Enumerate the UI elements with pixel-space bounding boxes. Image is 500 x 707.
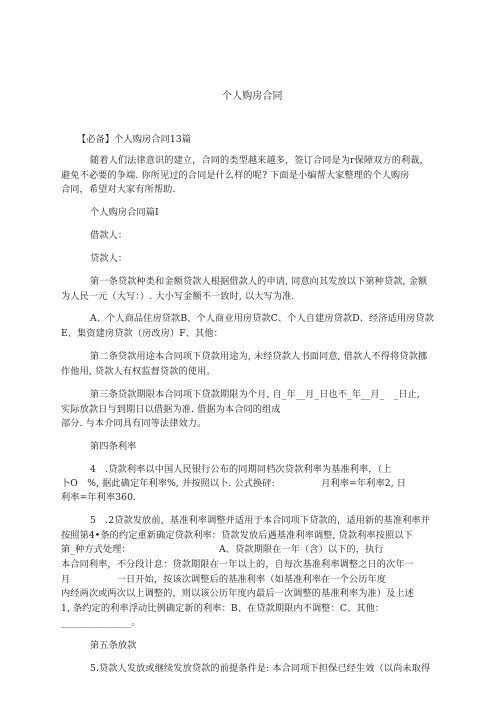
intro-line-3: 合同，希望对大家有所帮助.	[61, 184, 176, 195]
article4-p1-line-3: 利率=年利率360.	[61, 492, 137, 503]
article2-line-2: 作他用, 贷款人有权监督贷款的使用。	[61, 366, 216, 377]
article4-p2-line-8: _______________。	[61, 617, 141, 628]
article1-line-2: 为人民一元（大写：）. 大小写金额不一致时, 以大写为准.	[61, 291, 295, 302]
article5-line-1: 5.贷款人发放或继续发放贷款的前提条件是: 本合同项下担保已经生效（以尚未取得	[90, 663, 431, 674]
document-title: 个人购房合同	[222, 91, 283, 102]
section-heading: 个人购房合同篇I	[90, 207, 159, 218]
article4-p2-line-3: 第_种方式处理： A、贷款期限在一年（含）以下的，执行	[61, 544, 384, 555]
borrower-label: 借款人：	[90, 230, 128, 241]
article1-line-1: 第一条贷款种类和金额贷款人根据借款人的申请, 同意向其发放以下第种贷款, 金额	[90, 276, 428, 287]
article4-p2-line-7: 1, 条约定的利率浮动比例确定新的利率：B、在贷款期限内不调整：C、其他：	[61, 603, 385, 614]
article4-heading: 第四条利率	[90, 441, 137, 452]
article4-p1-line-1: 4 .贷款利率以中国人民银行公布的同期同档次贷款利率为基准利率，（上	[90, 464, 392, 475]
article2-line-1: 第二条贷款用途本合同项下贷款用途为, 未经贷款人书面同意, 借款人不得将贷款挪	[90, 351, 428, 362]
article1-line-3: A、个人商品住房贷款B、个人商业用房贷款C、个人自建房贷款D、经济适用房贷款	[90, 313, 434, 324]
article4-p2-line-1: 5 .2贷款发放前，基准利率调整并适用于本合同项下贷款的，适用新的基准利率并	[90, 515, 430, 526]
intro-line-1: 随着人们法律意识的建立，合同的类型越来越多，签订合同是为r保障双方的利裁，	[90, 155, 429, 166]
article5-heading: 第五条放款	[90, 640, 137, 651]
article3-line-1: 第三条贷款期限本合同项下贷款期限为个月, 自_年__月_日也不_年__月_ _日止,	[90, 389, 420, 400]
article3-line-2: 实际放款日与到期日以借据为准. 借据为本合同的组成	[61, 404, 281, 415]
article4-p1-line-2: 卜O %, 据此确定年利率%, 并按照以卜. 公式换砰: 月利率=年利率2, 日	[61, 478, 407, 489]
lender-label: 贷款人：	[90, 253, 128, 264]
article1-line-4: E、集资建房贷款（房改房）F、其他：	[61, 328, 223, 339]
article4-p2-line-5: 月 一日开始，按该次调整后的基准利率（如基准利率在一个公历年度	[61, 574, 387, 585]
article4-p2-line-6: 内经两次或两次以上调整的，则以该公历年度内最后一次调整的基准利率为准）及上述	[61, 588, 414, 599]
article4-p2-line-4: 本合同利率，不分段计息：贷款期限在一年以上的，自每次基准利率调整之日的次年一	[61, 559, 414, 570]
article3-line-3: 部分. 与本介同具有同等法律效力。	[61, 418, 207, 429]
article4-p2-line-2: 按照第4•条的约定重新确定贷款利率：贷款发放后遇基准利率调整, 贷款利率按照以下	[61, 530, 413, 541]
intro-heading: 【必备】个人购房合同13篇	[77, 134, 192, 145]
intro-line-2: 避免不必要的争端. 你所见过的合同是什么样的呢? 下面是小编帮大家整理的个人购房	[61, 170, 410, 181]
